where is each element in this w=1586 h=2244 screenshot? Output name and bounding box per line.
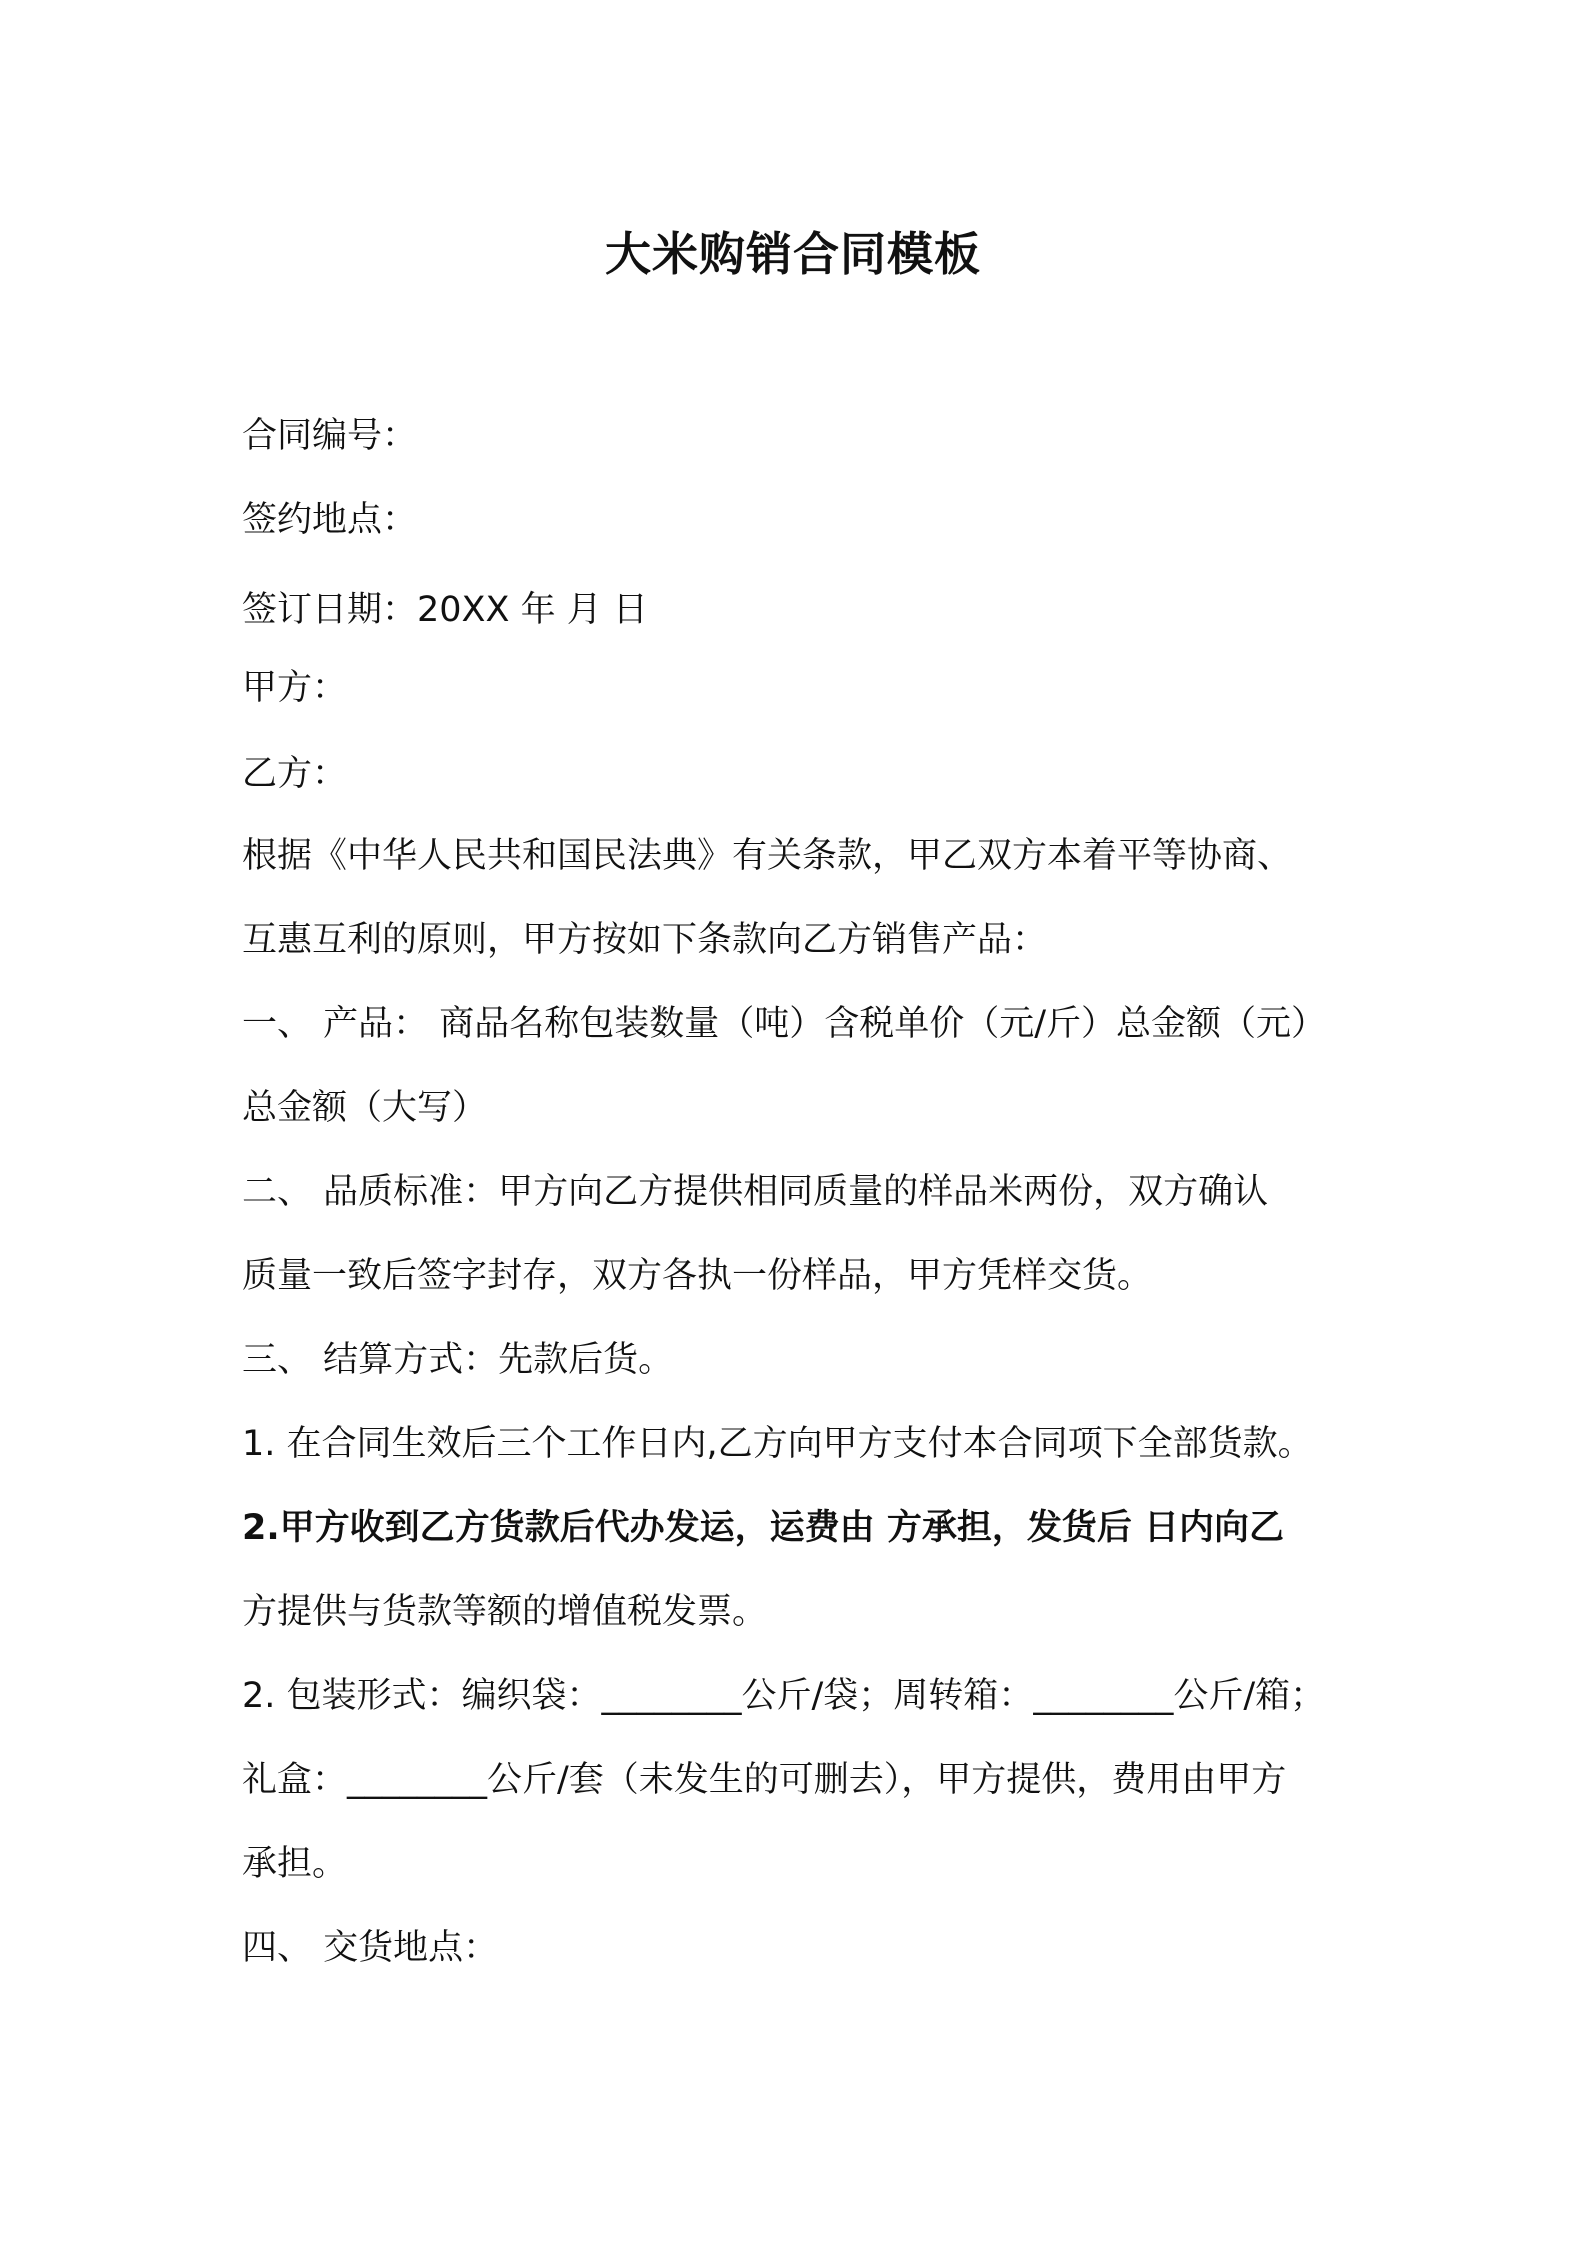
packaging-line-1: 2. 包装形式：编织袋：________公斤/袋；周转箱：________公斤/箱； [242,1676,1326,1716]
preamble-line-1: 根据《中华人民共和国民法典》有关条款，甲乙双方本着平等协商、 [242,836,1293,876]
contract-number-line: 合同编号： [242,416,418,456]
clause-4-delivery: 四、 交货地点： [242,1928,499,1968]
clause-1-total-caps: 总金额（大写） [242,1088,488,1128]
clause-1-product: 一、 产品： 商品名称包装数量（吨）含税单价（元/斤）总金额（元） [242,1004,1327,1044]
clause-3-item-2-line-1: 2.甲方收到乙方货款后代办发运，运费由 方承担，发货后 日内向乙 [242,1508,1285,1548]
signing-place-line: 签约地点： [242,500,418,540]
clause-3-settlement: 三、 结算方式：先款后货。 [242,1340,674,1380]
packaging-line-3: 承担。 [242,1844,348,1884]
packaging-line-2: 礼盒：________公斤/套（未发生的可删去），甲方提供，费用由甲方 [242,1760,1287,1800]
preamble-line-2: 互惠互利的原则，甲方按如下条款向乙方销售产品： [242,920,1048,960]
party-b-line: 乙方： [242,754,348,794]
party-a-line: 甲方： [242,668,348,708]
clause-3-item-2-line-2: 方提供与货款等额的增值税发票。 [242,1592,768,1632]
clause-2-line-2: 质量一致后签字封存，双方各执一份样品，甲方凭样交货。 [242,1256,1153,1296]
clause-2-line-1: 二、 品质标准：甲方向乙方提供相同质量的样品米两份，双方确认 [242,1172,1269,1212]
document-title: 大米购销合同模板 [605,227,981,281]
clause-3-item-1: 1. 在合同生效后三个工作日内,乙方向甲方支付本合同项下全部货款。 [242,1424,1313,1464]
signing-date-line: 签订日期：20XX 年 月 日 [242,590,648,630]
